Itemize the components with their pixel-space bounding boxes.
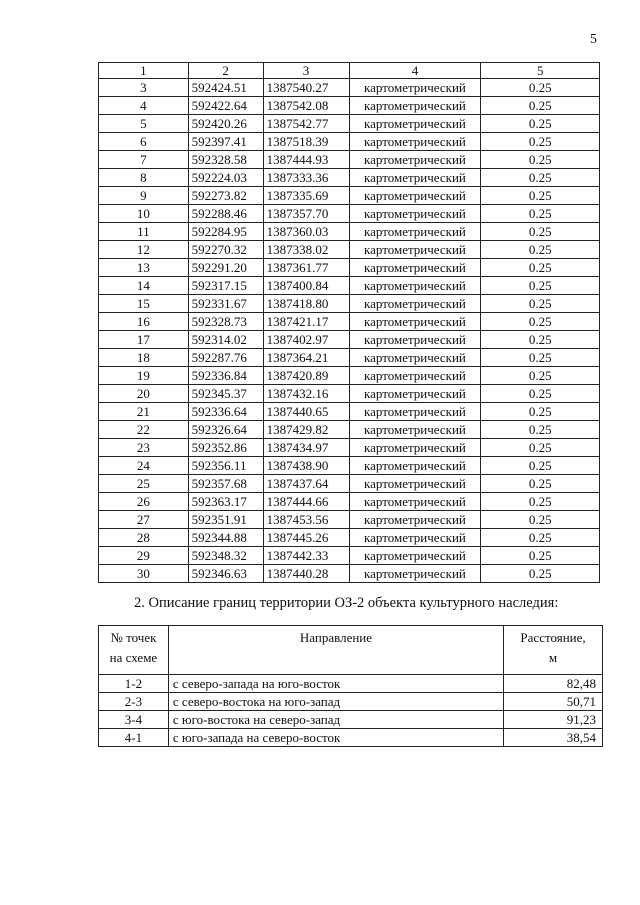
y-coordinate-cell: 1387338.02 bbox=[263, 241, 349, 259]
accuracy-cell: 0.25 bbox=[481, 493, 600, 511]
table-row bbox=[99, 223, 600, 241]
method-cell: картометрический bbox=[349, 421, 481, 439]
x-coordinate-cell: 592344.88 bbox=[188, 529, 263, 547]
method-cell: картометрический bbox=[349, 241, 481, 259]
table-row bbox=[99, 313, 600, 331]
x-coordinate-cell: 592270.32 bbox=[188, 241, 263, 259]
y-coordinate-cell: 1387402.97 bbox=[263, 331, 349, 349]
accuracy-cell: 0.25 bbox=[481, 277, 600, 295]
point-number-cell: 13 bbox=[99, 259, 189, 277]
coordinates-table bbox=[98, 62, 600, 583]
table-row bbox=[99, 331, 600, 349]
point-number-cell: 12 bbox=[99, 241, 189, 259]
y-coordinate-cell: 1387440.28 bbox=[263, 565, 349, 583]
x-coordinate-cell: 592284.95 bbox=[188, 223, 263, 241]
point-number-cell: 25 bbox=[99, 475, 189, 493]
y-coordinate-cell: 1387333.36 bbox=[263, 169, 349, 187]
method-cell: картометрический bbox=[349, 565, 481, 583]
accuracy-cell: 0.25 bbox=[481, 349, 600, 367]
borders-header-row bbox=[99, 626, 603, 675]
table-row bbox=[99, 259, 600, 277]
distance-header bbox=[504, 626, 603, 675]
direction-header: Направление bbox=[168, 626, 503, 675]
method-cell: картометрический bbox=[349, 151, 481, 169]
accuracy-cell: 0.25 bbox=[481, 529, 600, 547]
points-header-line1: № точек bbox=[110, 630, 157, 645]
point-number-cell: 19 bbox=[99, 367, 189, 385]
x-coordinate-cell: 592348.32 bbox=[188, 547, 263, 565]
accuracy-cell: 0.25 bbox=[481, 187, 600, 205]
method-cell: картометрический bbox=[349, 331, 481, 349]
x-coordinate-cell: 592363.17 bbox=[188, 493, 263, 511]
accuracy-cell: 0.25 bbox=[481, 475, 600, 493]
points-header-line2: на схеме bbox=[109, 650, 158, 665]
y-coordinate-cell: 1387453.56 bbox=[263, 511, 349, 529]
table-row bbox=[99, 529, 600, 547]
points-header bbox=[99, 626, 169, 675]
distance-header-line2: м bbox=[548, 650, 558, 665]
x-coordinate-cell: 592288.46 bbox=[188, 205, 263, 223]
point-number-cell: 17 bbox=[99, 331, 189, 349]
point-number-cell: 15 bbox=[99, 295, 189, 313]
method-cell: картометрический bbox=[349, 223, 481, 241]
x-coordinate-cell: 592422.64 bbox=[188, 97, 263, 115]
method-cell: картометрический bbox=[349, 133, 481, 151]
point-number-cell: 3 bbox=[99, 79, 189, 97]
header-col-3: 3 bbox=[263, 63, 349, 79]
point-number-cell: 8 bbox=[99, 169, 189, 187]
y-coordinate-cell: 1387518.39 bbox=[263, 133, 349, 151]
x-coordinate-cell: 592397.41 bbox=[188, 133, 263, 151]
point-number-cell: 24 bbox=[99, 457, 189, 475]
y-coordinate-cell: 1387440.65 bbox=[263, 403, 349, 421]
accuracy-cell: 0.25 bbox=[481, 331, 600, 349]
distance-cell: 50,71 bbox=[504, 693, 603, 711]
accuracy-cell: 0.25 bbox=[481, 421, 600, 439]
table-row bbox=[99, 475, 600, 493]
header-col-4: 4 bbox=[349, 63, 481, 79]
accuracy-cell: 0.25 bbox=[481, 403, 600, 421]
section-heading: 2. Описание границ территории ОЗ-2 объекта культурного наследия: bbox=[134, 595, 559, 611]
borders-body bbox=[99, 675, 603, 747]
method-cell: картометрический bbox=[349, 493, 481, 511]
method-cell: картометрический bbox=[349, 187, 481, 205]
table-row bbox=[99, 79, 600, 97]
direction-cell: с юго-востока на северо-запад bbox=[168, 711, 503, 729]
accuracy-cell: 0.25 bbox=[481, 97, 600, 115]
x-coordinate-cell: 592346.63 bbox=[188, 565, 263, 583]
method-cell: картометрический bbox=[349, 439, 481, 457]
accuracy-cell: 0.25 bbox=[481, 223, 600, 241]
y-coordinate-cell: 1387361.77 bbox=[263, 259, 349, 277]
accuracy-cell: 0.25 bbox=[481, 151, 600, 169]
y-coordinate-cell: 1387438.90 bbox=[263, 457, 349, 475]
table-row bbox=[99, 565, 600, 583]
x-coordinate-cell: 592287.76 bbox=[188, 349, 263, 367]
y-coordinate-cell: 1387335.69 bbox=[263, 187, 349, 205]
method-cell: картометрический bbox=[349, 367, 481, 385]
point-number-cell: 22 bbox=[99, 421, 189, 439]
point-number-cell: 21 bbox=[99, 403, 189, 421]
segment-cell: 3-4 bbox=[99, 711, 169, 729]
table-row bbox=[99, 493, 600, 511]
y-coordinate-cell: 1387360.03 bbox=[263, 223, 349, 241]
point-number-cell: 6 bbox=[99, 133, 189, 151]
x-coordinate-cell: 592336.84 bbox=[188, 367, 263, 385]
x-coordinate-cell: 592351.91 bbox=[188, 511, 263, 529]
table-row bbox=[99, 295, 600, 313]
accuracy-cell: 0.25 bbox=[481, 79, 600, 97]
point-number-cell: 28 bbox=[99, 529, 189, 547]
x-coordinate-cell: 592356.11 bbox=[188, 457, 263, 475]
y-coordinate-cell: 1387444.93 bbox=[263, 151, 349, 169]
y-coordinate-cell: 1387542.77 bbox=[263, 115, 349, 133]
method-cell: картометрический bbox=[349, 475, 481, 493]
y-coordinate-cell: 1387540.27 bbox=[263, 79, 349, 97]
y-coordinate-cell: 1387442.33 bbox=[263, 547, 349, 565]
page-number: 5 bbox=[590, 32, 597, 47]
method-cell: картометрический bbox=[349, 97, 481, 115]
method-cell: картометрический bbox=[349, 511, 481, 529]
y-coordinate-cell: 1387400.84 bbox=[263, 277, 349, 295]
x-coordinate-cell: 592224.03 bbox=[188, 169, 263, 187]
method-cell: картометрический bbox=[349, 79, 481, 97]
y-coordinate-cell: 1387437.64 bbox=[263, 475, 349, 493]
segment-cell: 1-2 bbox=[99, 675, 169, 693]
direction-cell: с юго-запада на северо-восток bbox=[168, 729, 503, 747]
method-cell: картометрический bbox=[349, 259, 481, 277]
x-coordinate-cell: 592328.73 bbox=[188, 313, 263, 331]
table-row bbox=[99, 385, 600, 403]
method-cell: картометрический bbox=[349, 277, 481, 295]
table-row bbox=[99, 457, 600, 475]
x-coordinate-cell: 592326.64 bbox=[188, 421, 263, 439]
x-coordinate-cell: 592352.86 bbox=[188, 439, 263, 457]
point-number-cell: 16 bbox=[99, 313, 189, 331]
x-coordinate-cell: 592424.51 bbox=[188, 79, 263, 97]
table-row bbox=[99, 133, 600, 151]
distance-cell: 82,48 bbox=[504, 675, 603, 693]
y-coordinate-cell: 1387444.66 bbox=[263, 493, 349, 511]
accuracy-cell: 0.25 bbox=[481, 169, 600, 187]
table-row bbox=[99, 367, 600, 385]
accuracy-cell: 0.25 bbox=[481, 259, 600, 277]
point-number-cell: 14 bbox=[99, 277, 189, 295]
point-number-cell: 5 bbox=[99, 115, 189, 133]
x-coordinate-cell: 592420.26 bbox=[188, 115, 263, 133]
accuracy-cell: 0.25 bbox=[481, 313, 600, 331]
x-coordinate-cell: 592357.68 bbox=[188, 475, 263, 493]
table-row bbox=[99, 241, 600, 259]
point-number-cell: 20 bbox=[99, 385, 189, 403]
point-number-cell: 30 bbox=[99, 565, 189, 583]
x-coordinate-cell: 592314.02 bbox=[188, 331, 263, 349]
accuracy-cell: 0.25 bbox=[481, 295, 600, 313]
header-col-2: 2 bbox=[188, 63, 263, 79]
distance-cell: 38,54 bbox=[504, 729, 603, 747]
point-number-cell: 7 bbox=[99, 151, 189, 169]
table-row bbox=[99, 547, 600, 565]
accuracy-cell: 0.25 bbox=[481, 367, 600, 385]
table-row bbox=[99, 711, 603, 729]
point-number-cell: 4 bbox=[99, 97, 189, 115]
accuracy-cell: 0.25 bbox=[481, 385, 600, 403]
y-coordinate-cell: 1387357.70 bbox=[263, 205, 349, 223]
distance-cell: 91,23 bbox=[504, 711, 603, 729]
x-coordinate-cell: 592291.20 bbox=[188, 259, 263, 277]
x-coordinate-cell: 592345.37 bbox=[188, 385, 263, 403]
table-row bbox=[99, 97, 600, 115]
point-number-cell: 9 bbox=[99, 187, 189, 205]
segment-cell: 4-1 bbox=[99, 729, 169, 747]
method-cell: картометрический bbox=[349, 313, 481, 331]
method-cell: картометрический bbox=[349, 349, 481, 367]
x-coordinate-cell: 592273.82 bbox=[188, 187, 263, 205]
accuracy-cell: 0.25 bbox=[481, 511, 600, 529]
table-row bbox=[99, 439, 600, 457]
method-cell: картометрический bbox=[349, 205, 481, 223]
method-cell: картометрический bbox=[349, 403, 481, 421]
accuracy-cell: 0.25 bbox=[481, 457, 600, 475]
y-coordinate-cell: 1387418.80 bbox=[263, 295, 349, 313]
accuracy-cell: 0.25 bbox=[481, 115, 600, 133]
table-row bbox=[99, 115, 600, 133]
point-number-cell: 27 bbox=[99, 511, 189, 529]
direction-cell: с северо-востока на юго-запад bbox=[168, 693, 503, 711]
table-row bbox=[99, 729, 603, 747]
segment-cell: 2-3 bbox=[99, 693, 169, 711]
y-coordinate-cell: 1387432.16 bbox=[263, 385, 349, 403]
method-cell: картометрический bbox=[349, 529, 481, 547]
header-col-5: 5 bbox=[481, 63, 600, 79]
table-row bbox=[99, 169, 600, 187]
distance-header-line1: Расстояние, bbox=[520, 630, 586, 645]
y-coordinate-cell: 1387542.08 bbox=[263, 97, 349, 115]
point-number-cell: 23 bbox=[99, 439, 189, 457]
point-number-cell: 26 bbox=[99, 493, 189, 511]
direction-cell: с северо-запада на юго-восток bbox=[168, 675, 503, 693]
accuracy-cell: 0.25 bbox=[481, 565, 600, 583]
accuracy-cell: 0.25 bbox=[481, 205, 600, 223]
x-coordinate-cell: 592331.67 bbox=[188, 295, 263, 313]
method-cell: картометрический bbox=[349, 115, 481, 133]
method-cell: картометрический bbox=[349, 295, 481, 313]
x-coordinate-cell: 592336.64 bbox=[188, 403, 263, 421]
method-cell: картометрический bbox=[349, 385, 481, 403]
point-number-cell: 29 bbox=[99, 547, 189, 565]
point-number-cell: 18 bbox=[99, 349, 189, 367]
y-coordinate-cell: 1387434.97 bbox=[263, 439, 349, 457]
table-row bbox=[99, 403, 600, 421]
table-row bbox=[99, 511, 600, 529]
point-number-cell: 11 bbox=[99, 223, 189, 241]
method-cell: картометрический bbox=[349, 169, 481, 187]
table-row bbox=[99, 151, 600, 169]
y-coordinate-cell: 1387445.26 bbox=[263, 529, 349, 547]
y-coordinate-cell: 1387420.89 bbox=[263, 367, 349, 385]
table-row bbox=[99, 205, 600, 223]
table-row bbox=[99, 277, 600, 295]
accuracy-cell: 0.25 bbox=[481, 439, 600, 457]
method-cell: картометрический bbox=[349, 457, 481, 475]
table-row bbox=[99, 675, 603, 693]
accuracy-cell: 0.25 bbox=[481, 241, 600, 259]
coordinates-body bbox=[99, 79, 600, 583]
table-row bbox=[99, 349, 600, 367]
borders-table bbox=[98, 625, 603, 747]
coordinates-header-row bbox=[99, 63, 600, 79]
point-number-cell: 10 bbox=[99, 205, 189, 223]
x-coordinate-cell: 592328.58 bbox=[188, 151, 263, 169]
table-row bbox=[99, 187, 600, 205]
header-col-1: 1 bbox=[99, 63, 189, 79]
y-coordinate-cell: 1387429.82 bbox=[263, 421, 349, 439]
x-coordinate-cell: 592317.15 bbox=[188, 277, 263, 295]
table-row bbox=[99, 693, 603, 711]
y-coordinate-cell: 1387421.17 bbox=[263, 313, 349, 331]
table-row bbox=[99, 421, 600, 439]
y-coordinate-cell: 1387364.21 bbox=[263, 349, 349, 367]
method-cell: картометрический bbox=[349, 547, 481, 565]
accuracy-cell: 0.25 bbox=[481, 547, 600, 565]
accuracy-cell: 0.25 bbox=[481, 133, 600, 151]
